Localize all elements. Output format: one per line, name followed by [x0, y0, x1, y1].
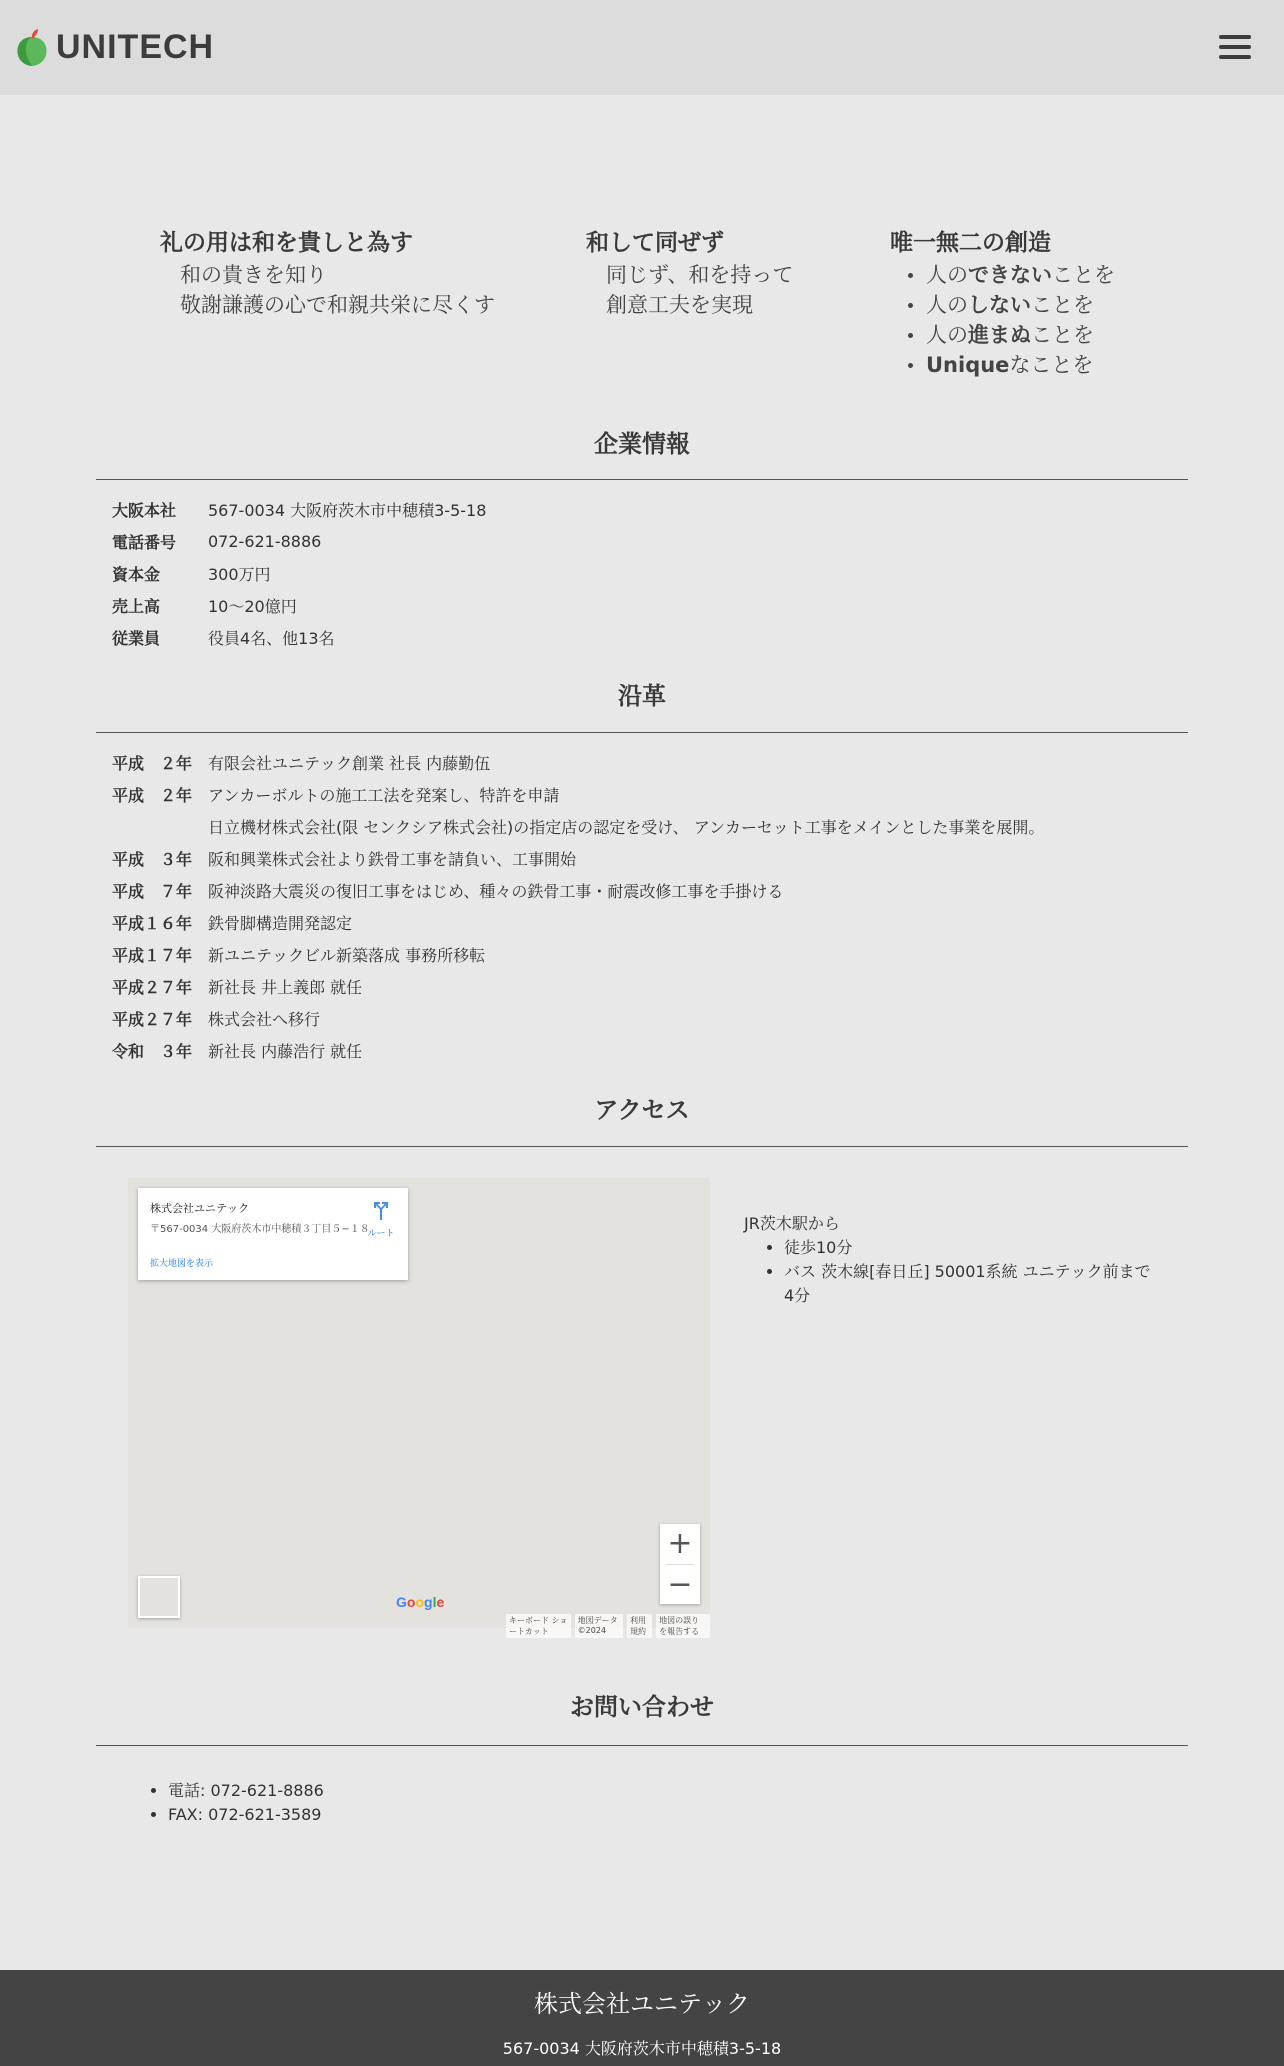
table-row: 日立機材株式会社(限 センクシア株式会社)の指定店の認定を受け、 アンカーセット工事をメインとした事業を展開。: [208, 817, 1045, 837]
section-divider: [96, 732, 1188, 733]
motto-list-item: 人のできないことを: [908, 260, 1115, 290]
zoom-out-button[interactable]: −: [667, 1567, 693, 1602]
table-row: 平成 ２年 有限会社ユニテック創業 社長 内藤勤伍: [112, 753, 491, 773]
table-row: 令和 ３年 新社長 内藤浩行 就任: [112, 1041, 363, 1061]
map-zoom-control: [660, 1524, 700, 1604]
section-divider: [96, 1745, 1188, 1746]
motto-line: 創意工夫を実現: [606, 293, 753, 317]
map-place-name: 株式会社ユニテック: [150, 1202, 249, 1215]
google-logo: Google: [396, 1594, 445, 1610]
logo[interactable]: [16, 28, 214, 67]
footer-address: 567-0034 大阪府茨木市中穂積3-5-18: [502, 2039, 782, 2058]
motto-title: 唯一無二の創造: [890, 230, 1051, 256]
access-from: JR茨木駅から: [744, 1214, 840, 1233]
table-row: 平成 ７年 阪神淡路大震災の復旧工事をはじめ、種々の鉄骨工事・耐震改修工事を手掛ける: [112, 881, 784, 901]
table-row: 資本金 300万円: [112, 564, 271, 584]
table-row: 平成 ２年 アンカーボルトの施工工法を発案し、特許を申請: [112, 785, 560, 805]
motto-title: 和して同ぜず: [586, 230, 724, 256]
access-section-title: アクセス: [594, 1096, 690, 1124]
motto-title: 礼の用は和を貴しと為す: [160, 230, 413, 256]
table-row: 平成 ３年 阪和興業株式会社より鉄骨工事を請負い、工事開始: [112, 849, 577, 869]
logo-leaf-icon: [16, 29, 48, 67]
contact-fax: • FAX: 072-621-3589: [168, 1803, 324, 1827]
table-row: 大阪本社 567-0034 大阪府茨木市中穂積3-5-18: [112, 500, 487, 520]
street-view-pegman-icon[interactable]: [138, 1576, 180, 1618]
contact-phone: • 電話: 072-621-8886: [168, 1779, 324, 1803]
map-shortcuts-link[interactable]: キーボード ショートカット: [506, 1614, 571, 1638]
map-report-link[interactable]: 地図の誤りを報告する: [656, 1614, 710, 1638]
table-row: 売上高 10〜20億円: [112, 596, 297, 616]
footer-company-name: 株式会社ユニテック: [534, 1990, 750, 2018]
motto-line: 同じず、和を持って: [606, 263, 794, 287]
motto-2: [586, 226, 793, 320]
zoom-in-button[interactable]: +: [667, 1526, 693, 1561]
contact-section-title: お問い合わせ: [570, 1693, 714, 1721]
directions-icon: [370, 1200, 392, 1222]
map-larger-link[interactable]: 拡大地図を表示: [150, 1259, 214, 1269]
motto-line: 敬謝謙護の心で和親共栄に尽くす: [180, 293, 495, 317]
history-table: [112, 746, 1044, 1066]
contact-list: [148, 1779, 324, 1827]
map-place-address: 〒567-0034 大阪府茨木市中穂積３丁目５−１８: [150, 1224, 370, 1235]
table-row: 平成２７年 株式会社へ移行: [112, 1009, 321, 1029]
google-map[interactable]: [128, 1178, 710, 1636]
table-row: 平成２７年 新社長 井上義郎 就任: [112, 977, 363, 997]
logo-text: UNITECH: [56, 28, 215, 66]
motto-line: 和の貴きを知り: [180, 263, 327, 287]
access-directions: [744, 1212, 1164, 1308]
hamburger-menu-icon[interactable]: [1219, 35, 1251, 59]
list-item: • 徒歩10分: [784, 1236, 1164, 1260]
map-footer: [506, 1614, 710, 1638]
motto-1: [160, 226, 495, 320]
table-row: 従業員 役員4名、他13名: [112, 628, 335, 648]
map-directions-button[interactable]: ルート: [366, 1200, 396, 1239]
section-divider: [96, 1146, 1188, 1147]
table-row: 平成１６年 鉄骨脚構造開発認定: [112, 913, 353, 933]
motto-list-item: 人のしないことを: [908, 290, 1115, 320]
site-header: [0, 0, 1284, 95]
history-section-title: 沿革: [618, 682, 666, 710]
map-info-card: [138, 1188, 408, 1280]
motto-list-item: Uniqueなことを: [908, 350, 1115, 380]
company-info-table: [112, 493, 486, 653]
table-row: 平成１７年 新ユニテックビル新築落成 事務所移転: [112, 945, 486, 965]
motto-3: [890, 226, 1115, 380]
motto-list-item: 人の進まぬことを: [908, 320, 1115, 350]
section-divider: [96, 479, 1188, 480]
site-footer: [0, 1970, 1284, 2066]
table-row: 電話番号 072-621-8886: [112, 531, 322, 552]
company-section-title: 企業情報: [594, 430, 690, 458]
map-data-credit: 地図データ ©2024: [575, 1614, 623, 1638]
list-item: • バス 茨木線[春日丘] 50001系統 ユニテック前まで 4分: [784, 1260, 1164, 1308]
map-terms-link[interactable]: 利用規約: [627, 1614, 652, 1638]
